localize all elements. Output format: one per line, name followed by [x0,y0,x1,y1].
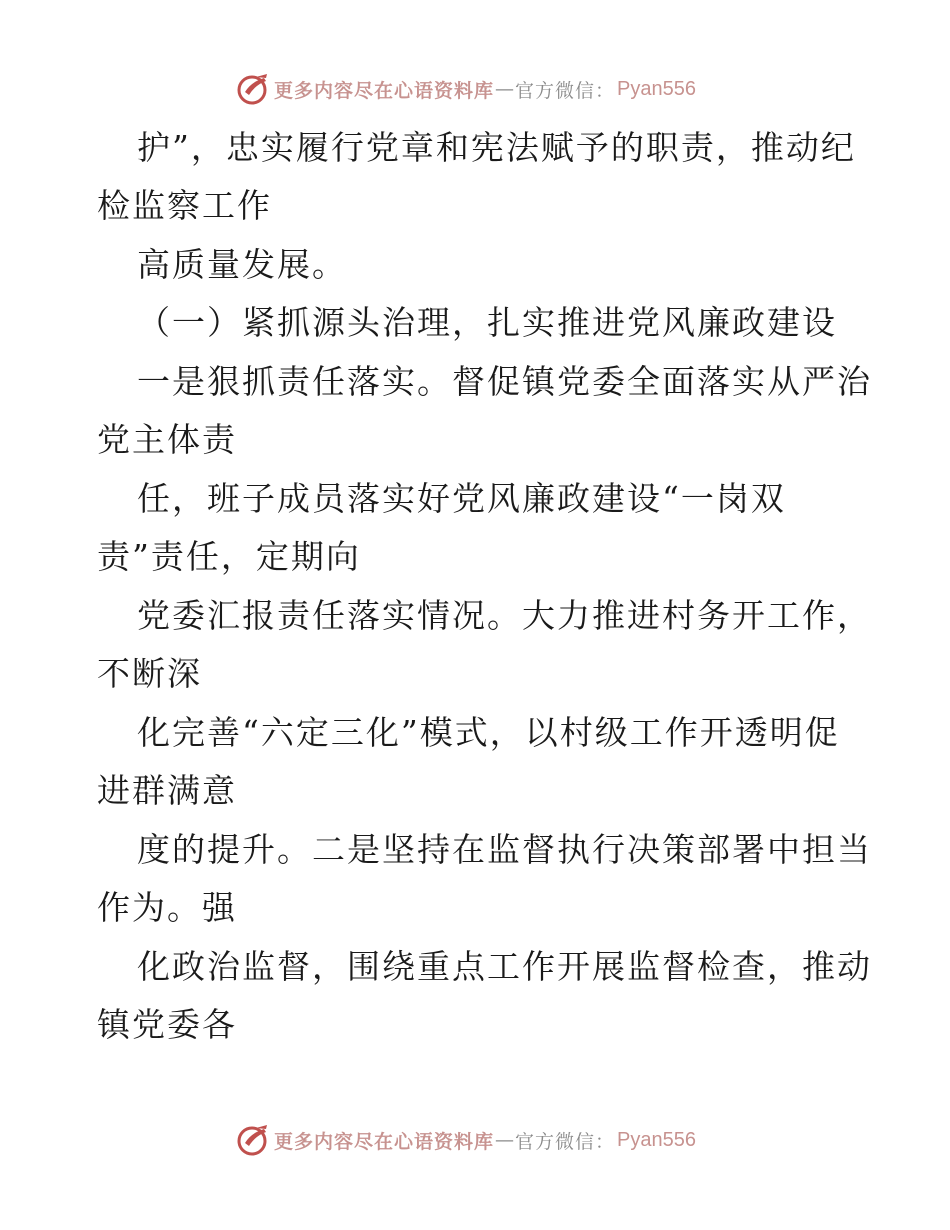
banner-dash: — [495,1129,515,1151]
text-line: 度的提升。二是坚持在监督执行决策部署中担当 [137,830,872,869]
text-line: 作为。强 [97,888,237,927]
banner-wechat-label: 官方微信： [515,79,616,102]
text-line: 护”，忠实履行党章和宪法赋予的职责，推动纪 [137,128,856,167]
text-line: 不断深 [97,654,202,693]
banner-wechat-label: 官方微信： [515,1130,616,1153]
text-line: 党主体责 [97,420,237,459]
text-line: 任，班子成员落实好党风廉政建设“一岗双 [137,479,786,518]
text-line: 党委汇报责任落实情况。大力推进村务开工作， [137,596,872,635]
banner-site-text: 更多内容尽在心语资料库 [274,79,495,102]
text-line: 进群满意 [97,771,237,810]
text-line: 一是狠抓责任落实。督促镇党委全面落实从严治 [137,362,872,401]
footer-banner [236,1123,696,1157]
text-line: 检监察工作 [97,186,272,225]
banner-dash: — [495,78,515,100]
banner-wechat-id: Pyan556 [617,1128,696,1151]
text-line: 化完善“六定三化”模式，以村级工作开透明促 [137,713,840,752]
text-line: 镇党委各 [97,1005,237,1044]
text-line: （一）紧抓源头治理，扎实推进党风廉政建设 [137,303,837,342]
banner-wechat-id: Pyan556 [617,77,696,100]
banner-site-text: 更多内容尽在心语资料库 [274,1130,495,1153]
text-line: 高质量发展。 [137,245,347,284]
text-line: 责”责任，定期向 [97,537,361,576]
brand-logo-icon [236,1123,270,1157]
text-line: 化政治监督，围绕重点工作开展监督检查，推动 [137,947,872,986]
